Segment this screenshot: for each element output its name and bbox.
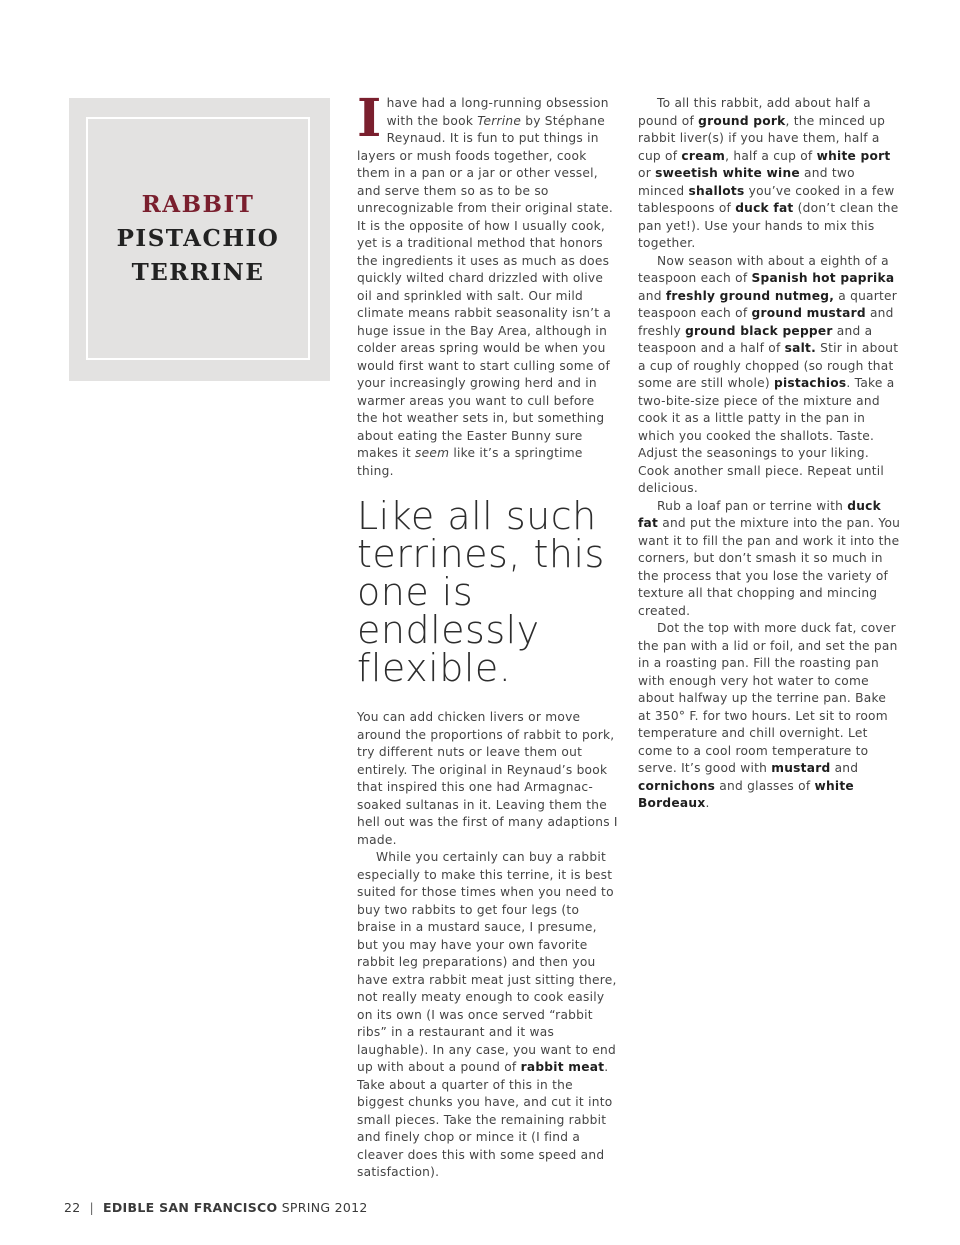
issue-label: SPRING 2012 [281, 1200, 368, 1215]
title-box [69, 98, 330, 381]
drop-cap: I [357, 88, 382, 149]
column-left [357, 88, 619, 1182]
page-footer [64, 1200, 368, 1215]
column-right [638, 95, 901, 813]
title-line-1: RABBIT [141, 190, 255, 218]
body-paragraph: Rub a loaf pan or terrine with duck fat and put the mixture into the pan. You want it to fill the pan and work it into the corners, but don’t smash it so much in the process that you lose the variety of texture all that chopping and mincing created. [638, 498, 901, 618]
page-number: 22 [64, 1200, 81, 1215]
intro-text-c: like it’s a springtime thing. [357, 446, 583, 478]
intro-text-b: by Stéphane Reynaud. It is fun to put things in layers or mush foods together, cook them in a pan or a jar or other vessel, and serve them so as to be so unrecognizable from their original state. It is the opposite of how I usually cook, yet is a traditional method that honors the ingredients it uses as much as does quickly wilted chard drizzled with olive oil and sprinkled with salt. Our mild climate means rabbit seasonality isn’t a huge issue in the Bay Area, although in colder areas spring would be when you would first want to start culling some of your increasingly growing herd and in warmer areas you want to cull before the hot weather sets in, but something about eating the Easter Bunny sure makes it [357, 113, 613, 460]
title-line-2: PISTACHIO [116, 224, 280, 252]
body-paragraph: Now season with about a eighth of a teaspoon each of Spanish hot paprika and freshly ground nutmeg, a quarter teaspoon each of ground mustard and freshly ground black pepper and a teaspoon and a half of salt. Stir in about a cup of roughly chopped (so rough that some are still whole) pistachios. Take a two-bite-size piece of the mixture and cook it as a little patty in the pan in which you cooked the shallots. Taste. Adjust the seasonings to your liking. Cook another small piece. Repeat until delicious. [638, 253, 899, 495]
body-paragraph: To all this rabbit, add about half a pound of ground pork, the minced up rabbit liver(s) if you have them, half a cup of cream, half a cup of white port or sweetish white wine and two minced shallots you’ve cooked in a few tablespoons of duck fat (don’t clean the pan yet!). Use your hands to mix this together. [638, 96, 899, 250]
book-title: Terrine [477, 113, 522, 128]
body-paragraph: You can add chicken livers or move around the proportions of rabbit to pork, try different nuts or leave them out entirely. The original in Reynaud’s book that inspired this one had Armagnac-soaked sultanas in it. Leaving them the hell out was the first of many adaptions I made. [357, 710, 618, 847]
intro-paragraph [357, 88, 619, 480]
publication-name: EDIBLE SAN FRANCISCO [103, 1200, 278, 1215]
pull-quote: Like all such terrines, this one is endlessly flexible. [357, 494, 605, 690]
body-paragraph: Dot the top with more duck fat, cover the pan with a lid or foil, and set the pan in a roasting pan. Fill the roasting pan with enough very hot water to come about halfway up the terrine pan. Bake at 350° F. for two hours. Let sit to room temperature and chill overnight. Let come to a cool room temperature to serve. It’s good with mustard and cornichons and glasses of white Bordeaux. [638, 621, 898, 810]
intro-emphasis: seem [414, 446, 450, 460]
body-paragraph: While you certainly can buy a rabbit especially to make this terrine, it is best suited for those times when you need to buy two rabbits to get four legs (to braise in a mustard sauce, I presume, but you may have your own favorite rabbit leg preparations) and then you have extra rabbit meat just sitting there, not really meaty enough to cook easily on its own (I was once served “rabbit ribs” in a restaurant and it was laughable). In any case, you want to end up with about a pound of rabbit meat. Take about a quarter of this in the biggest chunks you have, and cut it into small pieces. Take the remaining rabbit and finely chop or mince it (I find a cleaver does this with some speed and satisfaction). [357, 850, 617, 1179]
title-line-3: TERRINE [131, 258, 265, 286]
intro-text-a: have had a long-running obsession with the book [386, 96, 609, 128]
title-frame [86, 117, 310, 360]
footer-separator: | [89, 1200, 95, 1215]
